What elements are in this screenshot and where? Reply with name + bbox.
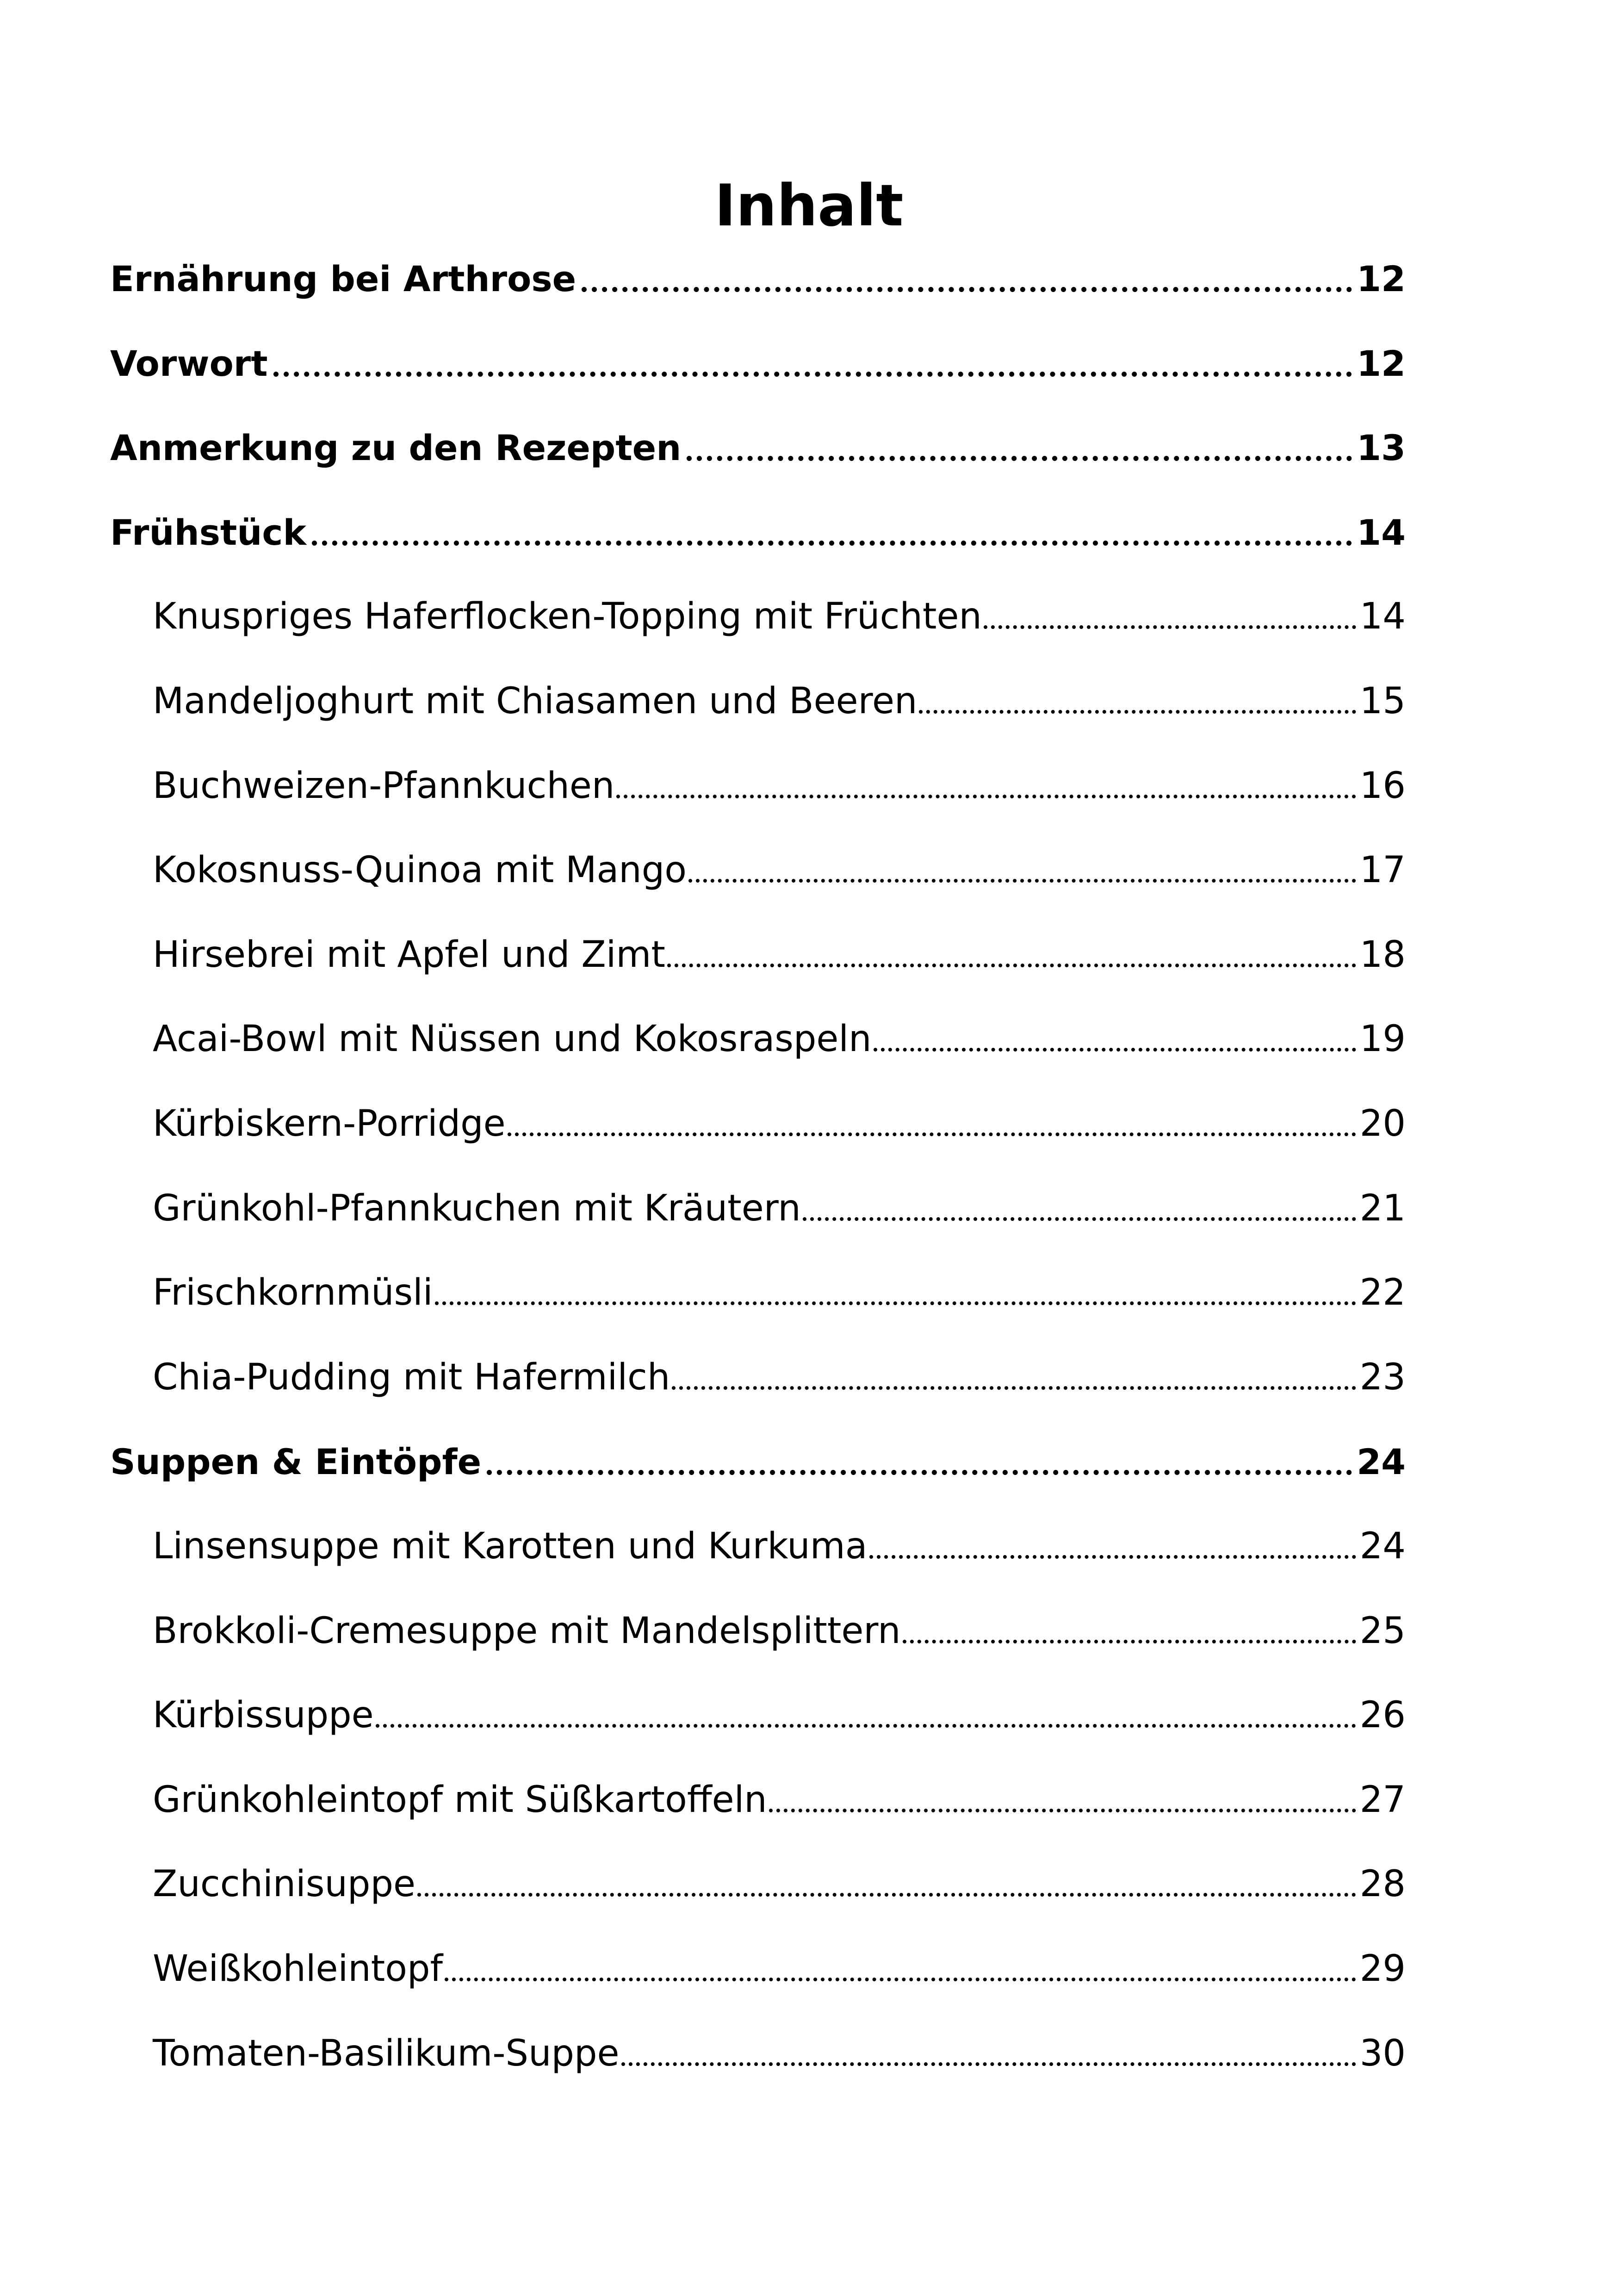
toc-entry-gruenkohleintopf[interactable] <box>110 1760 1406 1820</box>
toc-entry-label: Zucchinisuppe <box>153 1863 415 1905</box>
toc-entry-label: Kürbissuppe <box>153 1694 374 1736</box>
toc-entry-page: 21 <box>1359 1187 1406 1229</box>
toc-entry-label: Grünkohl-Pfannkuchen mit Kräutern <box>153 1187 801 1229</box>
toc-entry-page: 24 <box>1357 1441 1406 1483</box>
toc-entry-linsensuppe[interactable] <box>110 1506 1406 1566</box>
toc-entry-page: 14 <box>1359 596 1406 638</box>
dot-leader <box>769 1809 1356 1812</box>
dot-leader <box>312 541 1352 546</box>
dot-leader <box>688 879 1356 883</box>
toc-entry-label: Vorwort <box>110 342 268 384</box>
dot-leader <box>903 1640 1356 1643</box>
toc-entry-gruenkohl-pfannkuchen[interactable] <box>110 1168 1406 1228</box>
dot-leader <box>667 964 1356 967</box>
toc-entry-page: 30 <box>1359 2032 1406 2074</box>
toc-entry-label: Weißkohleintopf <box>153 1948 443 1990</box>
toc-entry-page: 20 <box>1359 1103 1406 1145</box>
dot-leader <box>803 1217 1356 1221</box>
dot-leader <box>616 795 1356 798</box>
toc-entry-label: Frühstück <box>110 511 307 553</box>
toc-entry-page: 18 <box>1359 933 1406 976</box>
toc-entry-label: Grünkohleintopf mit Süßkartoffeln <box>153 1779 767 1821</box>
dot-leader <box>672 1386 1356 1390</box>
toc-entry-page: 15 <box>1359 680 1406 722</box>
toc-entry-label: Frischkornmüsli <box>153 1272 433 1314</box>
toc-entry-page: 19 <box>1359 1018 1406 1060</box>
dot-leader <box>874 1048 1356 1052</box>
toc-entry-suppen-eintoepfe[interactable] <box>110 1421 1406 1481</box>
toc-entry-label: Mandeljoghurt mit Chiasamen und Beeren <box>153 680 917 722</box>
toc-entry-page: 28 <box>1359 1863 1406 1905</box>
dot-leader <box>919 710 1356 714</box>
dot-leader <box>621 2062 1356 2066</box>
toc-entry-label: Linsensuppe mit Karotten und Kurkuma <box>153 1525 868 1567</box>
toc-entry-weisskohleintopf[interactable] <box>110 1929 1406 1989</box>
toc-entry-label: Tomaten-Basilikum-Suppe <box>153 2032 620 2074</box>
toc-entry-page: 13 <box>1357 427 1406 469</box>
toc-entry-fruehstueck[interactable] <box>110 492 1406 552</box>
toc-entry-page: 26 <box>1359 1694 1406 1736</box>
toc-entry-acai-bowl[interactable] <box>110 999 1406 1059</box>
toc-entry-page: 12 <box>1357 342 1406 384</box>
toc-entry-page: 29 <box>1359 1948 1406 1990</box>
toc-entry-page: 24 <box>1359 1525 1406 1567</box>
dot-leader <box>687 456 1352 461</box>
table-of-contents <box>110 0 1406 2296</box>
toc-entry-frischkornmuesli[interactable] <box>110 1252 1406 1313</box>
toc-entry-label: Buchweizen-Pfannkuchen <box>153 765 615 807</box>
toc-entry-hirsebrei[interactable] <box>110 915 1406 975</box>
toc-entry-knuspriges-haferflocken-topping[interactable] <box>110 576 1406 636</box>
dot-leader <box>376 1724 1356 1728</box>
toc-entry-label: Kokosnuss-Quinoa mit Mango <box>153 849 687 891</box>
toc-entry-page: 12 <box>1357 258 1406 299</box>
dot-leader <box>445 1978 1356 1981</box>
toc-entry-label: Suppen & Eintöpfe <box>110 1441 482 1483</box>
toc-entry-label: Chia-Pudding mit Hafermilch <box>153 1356 670 1398</box>
toc-entry-page: 16 <box>1359 765 1406 807</box>
toc-entry-page: 25 <box>1359 1610 1406 1652</box>
dot-leader <box>869 1555 1356 1559</box>
dot-leader <box>487 1470 1352 1475</box>
toc-entry-kuerbiskern-porridge[interactable] <box>110 1083 1406 1144</box>
toc-entry-page: 22 <box>1359 1272 1406 1314</box>
toc-entry-kokosnuss-quinoa[interactable] <box>110 830 1406 890</box>
toc-entry-page: 14 <box>1357 511 1406 553</box>
toc-entry-label: Brokkoli-Cremesuppe mit Mandelsplittern <box>153 1610 901 1652</box>
toc-entry-label: Anmerkung zu den Rezepten <box>110 427 682 469</box>
dot-leader <box>273 372 1352 377</box>
toc-entry-kuerbissuppe[interactable] <box>110 1675 1406 1735</box>
toc-entry-page: 23 <box>1359 1356 1406 1398</box>
toc-entry-ernaehrung-bei-arthrose[interactable] <box>110 238 1406 299</box>
toc-entry-label: Acai-Bowl mit Nüssen und Kokosraspeln <box>153 1018 872 1060</box>
toc-entry-buchweizen-pfannkuchen[interactable] <box>110 746 1406 806</box>
toc-entry-label: Hirsebrei mit Apfel und Zimt <box>153 933 665 976</box>
toc-entry-mandeljoghurt[interactable] <box>110 661 1406 721</box>
dot-leader <box>984 625 1356 629</box>
toc-entry-brokkoli-cremesuppe[interactable] <box>110 1591 1406 1651</box>
dot-leader <box>417 1893 1356 1897</box>
dot-leader <box>508 1132 1356 1136</box>
toc-entry-vorwort[interactable] <box>110 323 1406 383</box>
toc-entry-tomaten-basilikum-suppe[interactable] <box>110 2013 1406 2073</box>
page-title: Inhalt <box>714 173 904 239</box>
toc-entry-page: 17 <box>1359 849 1406 891</box>
toc-entry-label: Knuspriges Haferflocken-Topping mit Früchten <box>153 596 982 638</box>
dot-leader <box>435 1301 1356 1305</box>
toc-entry-label: Kürbiskern-Porridge <box>153 1103 506 1145</box>
toc-entry-page: 27 <box>1359 1779 1406 1821</box>
toc-entry-anmerkung-zu-den-rezepten[interactable] <box>110 407 1406 467</box>
toc-entry-label: Ernährung bei Arthrose <box>110 258 577 299</box>
toc-entry-chia-pudding[interactable] <box>110 1337 1406 1397</box>
toc-entry-zucchinisuppe[interactable] <box>110 1844 1406 1904</box>
dot-leader <box>582 287 1352 292</box>
